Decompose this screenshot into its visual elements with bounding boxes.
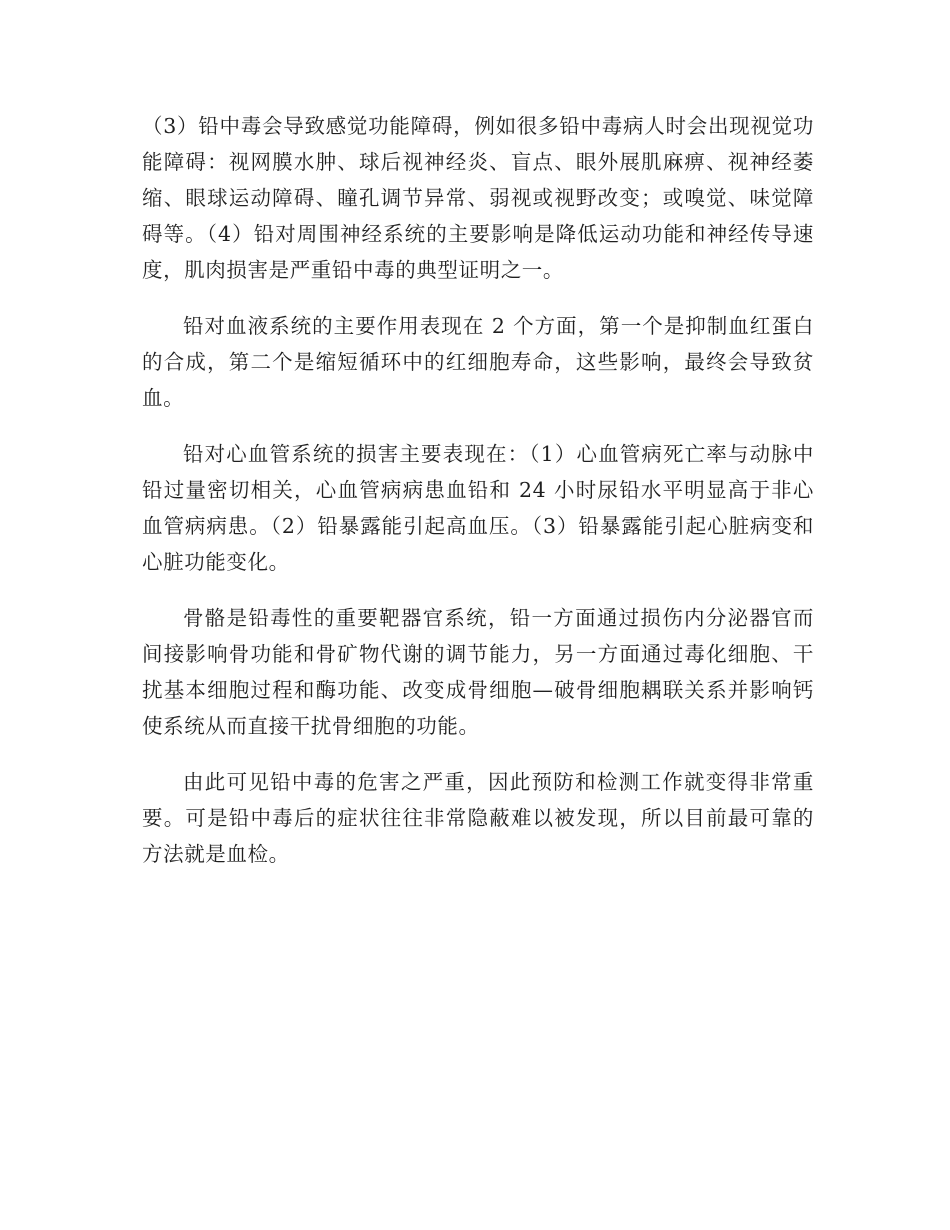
paragraph-blood-system: 铅对血液系统的主要作用表现在 2 个方面，第一个是抑制血红蛋白的合成，第二个是缩短循环中的红细胞寿命，这些影响，最终会导致贫血。 — [142, 314, 814, 410]
paragraph-cardiovascular-system: 铅对心血管系统的损害主要表现在：（1）心血管病死亡率与动脉中铅过量密切相关，心血管病病患血铅和 24 小时尿铅水平明显高于非心血管病病患。（2）铅暴露能引起高血压。（3）铅暴露能引起心脏病变和心脏功能变化。 — [142, 442, 814, 574]
paragraph-skeletal-system: 骨骼是铅毒性的重要靶器官系统，铅一方面通过损伤内分泌器官而间接影响骨功能和骨矿物代谢的调节能力，另一方面通过毒化细胞、干扰基本细胞过程和酶功能、改变成骨细胞—破骨细胞耦联关系并影响钙使系统从而直接干扰骨细胞的功能。 — [142, 606, 814, 738]
document-body — [142, 108, 814, 892]
paragraph-conclusion: 由此可见铅中毒的危害之严重，因此预防和检测工作就变得非常重要。可是铅中毒后的症状往往非常隐蔽难以被发现，所以目前最可靠的方法就是血检。 — [142, 770, 814, 866]
paragraph-sensory-nerve-effects: （3）铅中毒会导致感觉功能障碍，例如很多铅中毒病人时会出现视觉功能障碍：视网膜水肿、球后视神经炎、盲点、眼外展肌麻痹、视神经萎缩、眼球运动障碍、瞳孔调节异常、弱视或视野改变；或嗅觉、味觉障碍等。（4）铅对周围神经系统的主要影响是降低运动功能和神经传导速度，肌肉损害是严重铅中毒的典型证明之一。 — [142, 114, 814, 282]
